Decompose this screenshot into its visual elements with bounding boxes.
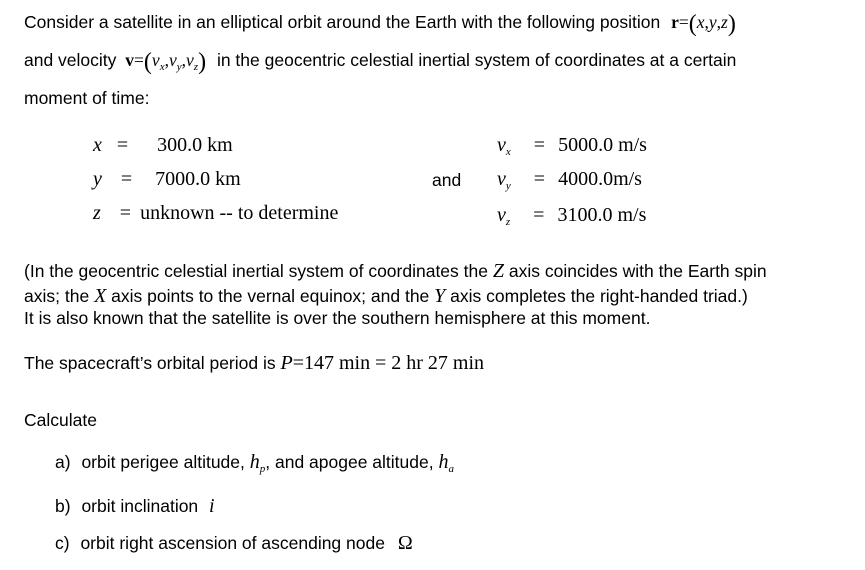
paragraph-line-2 [24,285,748,308]
velocity-vector-symbol: v [125,50,135,70]
intro-text: Consider a satellite in an elliptical orbit around the Earth with the following position [24,12,661,32]
paragraph-line-3: It is also known that the satellite is over the southern hemisphere at this moment. [24,308,651,328]
axis-z: Z [492,260,504,282]
task-a-marker: a) [55,452,71,472]
perigee-sub: p [259,463,266,475]
var-vy: v [497,168,506,190]
velocity-prefix: and velocity [24,50,117,70]
sub-vx: x [505,146,511,158]
task-c-text: orbit right ascension of ascending node [80,533,385,553]
para-l1-a: (In the geocentric celestial inertial system of coordinates the [24,261,488,281]
para-l2-b: axis points to the vernal equinox; and the [111,286,430,306]
velocity-y-row: $v_y = 4000.0m/s$ [497,168,642,192]
vel-sub-y: y [176,61,182,73]
apogee-symbol: h [438,451,449,473]
vel-comp-z: v [186,50,194,70]
para-l2-c: axis completes the right-handed triad.) [450,286,748,306]
sub-vz: z [505,216,511,228]
var-x: x [93,134,102,156]
paragraph-line-1 [24,260,767,283]
var-z: z [93,202,101,224]
pos-comp-y: y [708,12,717,32]
position-vector-symbol: r [671,12,679,32]
value-z: unknown -- to determine [140,202,339,224]
and-label: and [432,170,462,190]
vel-sub-x: x [159,61,165,73]
period-symbol: P [280,352,293,374]
task-b-marker: b) [55,496,71,516]
para-l2-a: axis; the [24,286,90,306]
task-a-mid: , and apogee altitude, [265,452,434,472]
var-y: y [93,168,102,190]
task-a [55,451,454,475]
value-vy: 4000.0m/s [558,168,642,190]
position-z-row: z = unknown -- to determine [93,202,339,224]
value-vz: 3100.0 m/s [557,204,647,226]
var-vz: v [497,204,506,226]
position-x-row: x = 300.0 km [93,134,233,156]
velocity-x-row: $v_x = 5000.0$ m/s [497,134,647,158]
period-prefix: The spacecraft’s orbital period is [24,353,276,373]
intro-line-1: Consider a satellite in an elliptical orbit around the Earth with the following position r=(x,y,z) [24,11,736,37]
apogee-sub: a [448,463,454,475]
para-l1-b: axis coincides with the Earth spin [508,261,767,281]
intro-line-2: and velocity $v=(v_x,v_y,v_z)$ in the geocentric celestial inertial system of coordinates at a certain [24,49,737,75]
sub-vy: y [505,180,511,192]
value-y: 7000.0 km [155,168,241,190]
vel-comp-y: v [168,50,177,70]
pos-comp-z: z [721,12,728,32]
calculate-label: Calculate [24,410,97,430]
vel-comp-x: v [151,50,160,70]
period-minutes: =147 min [292,352,371,374]
task-c-marker: c) [55,533,70,553]
perigee-symbol: h [249,451,260,473]
raan-symbol: Ω [397,532,413,554]
task-a-text: orbit perigee altitude, [81,452,245,472]
var-vx: v [497,134,506,156]
velocity-z-row: $v_z = 3100.0$ m/s [497,204,647,228]
task-b [55,495,215,518]
position-y-row: y = 7000.0 km [93,168,241,190]
intro-line-3: moment of time: [24,88,150,108]
task-c [55,532,413,555]
pos-comp-x: x [696,12,705,32]
axis-y: Y [434,285,446,307]
velocity-suffix: in the geocentric celestial inertial system of coordinates at a certain [216,50,737,70]
value-x: 300.0 km [157,134,233,156]
axis-x: X [94,285,107,307]
period-line [24,352,484,375]
period-hours: = 2 hr 27 min [374,352,485,374]
value-vx: 5000.0 m/s [558,134,647,156]
inclination-symbol: i [209,495,215,517]
vel-sub-z: z [193,61,199,73]
task-b-text: orbit inclination [81,496,199,516]
